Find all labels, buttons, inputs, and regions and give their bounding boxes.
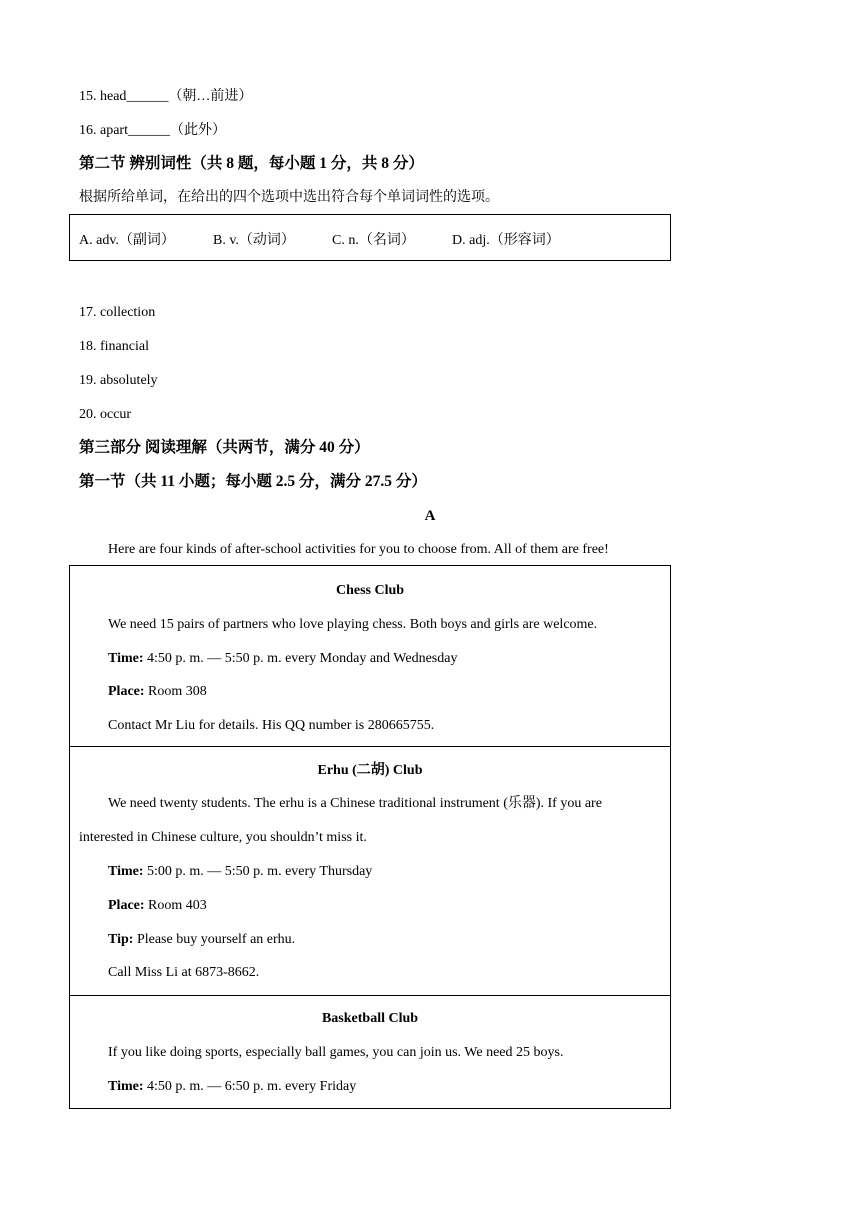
option-c: C. n.（名词） <box>332 233 415 248</box>
tip-value: Please buy yourself an erhu. <box>133 932 296 947</box>
word-19: 19. absolutely <box>79 373 158 388</box>
item-hint: （此外） <box>169 123 226 138</box>
time-label: Time: <box>108 651 144 666</box>
item-hint: （朝…前进） <box>168 89 253 104</box>
item-word: apart <box>100 123 128 138</box>
basketball-club-time <box>108 1078 356 1096</box>
option-b: B. v.（动词） <box>213 233 295 248</box>
place-label: Place: <box>108 898 145 913</box>
chess-club-box <box>69 565 671 747</box>
answer-blank[interactable]: ______ <box>127 123 170 138</box>
word-20: 20. occur <box>79 407 132 422</box>
time-label: Time: <box>108 1079 144 1094</box>
time-value: 4:50 p. m. — 6:50 p. m. every Friday <box>143 1079 357 1094</box>
erhu-club-time <box>108 863 372 881</box>
time-value: 4:50 p. m. — 5:50 p. m. every Monday and Wednesday <box>143 651 458 666</box>
chess-club-time <box>108 650 457 668</box>
chess-club-title: Chess Club <box>335 583 405 598</box>
time-value: 5:00 p. m. — 5:50 p. m. every Thursday <box>143 864 373 879</box>
section2-heading: 第二节 辨别词性（共 8 题，每小题 1 分，共 8 分） <box>79 155 424 172</box>
chess-club-place <box>108 683 207 701</box>
option-d: D. adj.（形容词） <box>452 233 560 248</box>
chess-club-desc: We need 15 pairs of partners who love playing chess. Both boys and girls are welcome. <box>108 617 598 632</box>
item-16 <box>79 122 226 140</box>
part3-section1-heading: 第一节（共 11 小题；每小题 2.5 分，满分 27.5 分） <box>79 473 427 490</box>
basketball-club-desc: If you like doing sports, especially ball games, you can join us. We need 25 boys. <box>108 1045 564 1060</box>
passage-intro: Here are four kinds of after-school activities for you to choose from. All of them are free! <box>108 542 609 557</box>
erhu-club-tip <box>108 931 295 949</box>
chess-club-contact: Contact Mr Liu for details. His QQ number is 280665755. <box>108 718 435 733</box>
erhu-club-desc-line1: We need twenty students. The erhu is a Chinese traditional instrument (乐器). If you are <box>108 796 602 811</box>
erhu-club-contact: Call Miss Li at 6873-8662. <box>108 965 260 980</box>
basketball-club-box <box>69 996 671 1109</box>
passage-letter: A <box>424 508 436 524</box>
word-18: 18. financial <box>79 339 149 354</box>
item-number: 16. <box>79 123 100 138</box>
place-value: Room 403 <box>144 898 207 913</box>
option-a: A. adv.（副词） <box>79 233 175 248</box>
erhu-club-box <box>69 747 671 996</box>
item-number: 15. <box>79 89 100 104</box>
options-box <box>69 214 671 261</box>
erhu-club-desc-line2: interested in Chinese culture, you shouldn’t miss it. <box>79 830 367 845</box>
time-label: Time: <box>108 864 144 879</box>
erhu-club-title: Erhu (二胡) Club <box>317 763 423 778</box>
item-15 <box>79 88 252 106</box>
erhu-club-place <box>108 897 207 915</box>
part3-heading: 第三部分 阅读理解（共两节，满分 40 分） <box>79 439 370 456</box>
basketball-club-title: Basketball Club <box>321 1011 419 1026</box>
section2-instruction: 根据所给单词，在给出的四个选项中选出符合每个单词词性的选项。 <box>79 190 499 205</box>
place-label: Place: <box>108 684 145 699</box>
answer-blank[interactable]: ______ <box>126 89 169 104</box>
word-17: 17. collection <box>79 305 156 320</box>
place-value: Room 308 <box>144 684 207 699</box>
item-word: head <box>100 89 127 104</box>
tip-label: Tip: <box>108 932 134 947</box>
